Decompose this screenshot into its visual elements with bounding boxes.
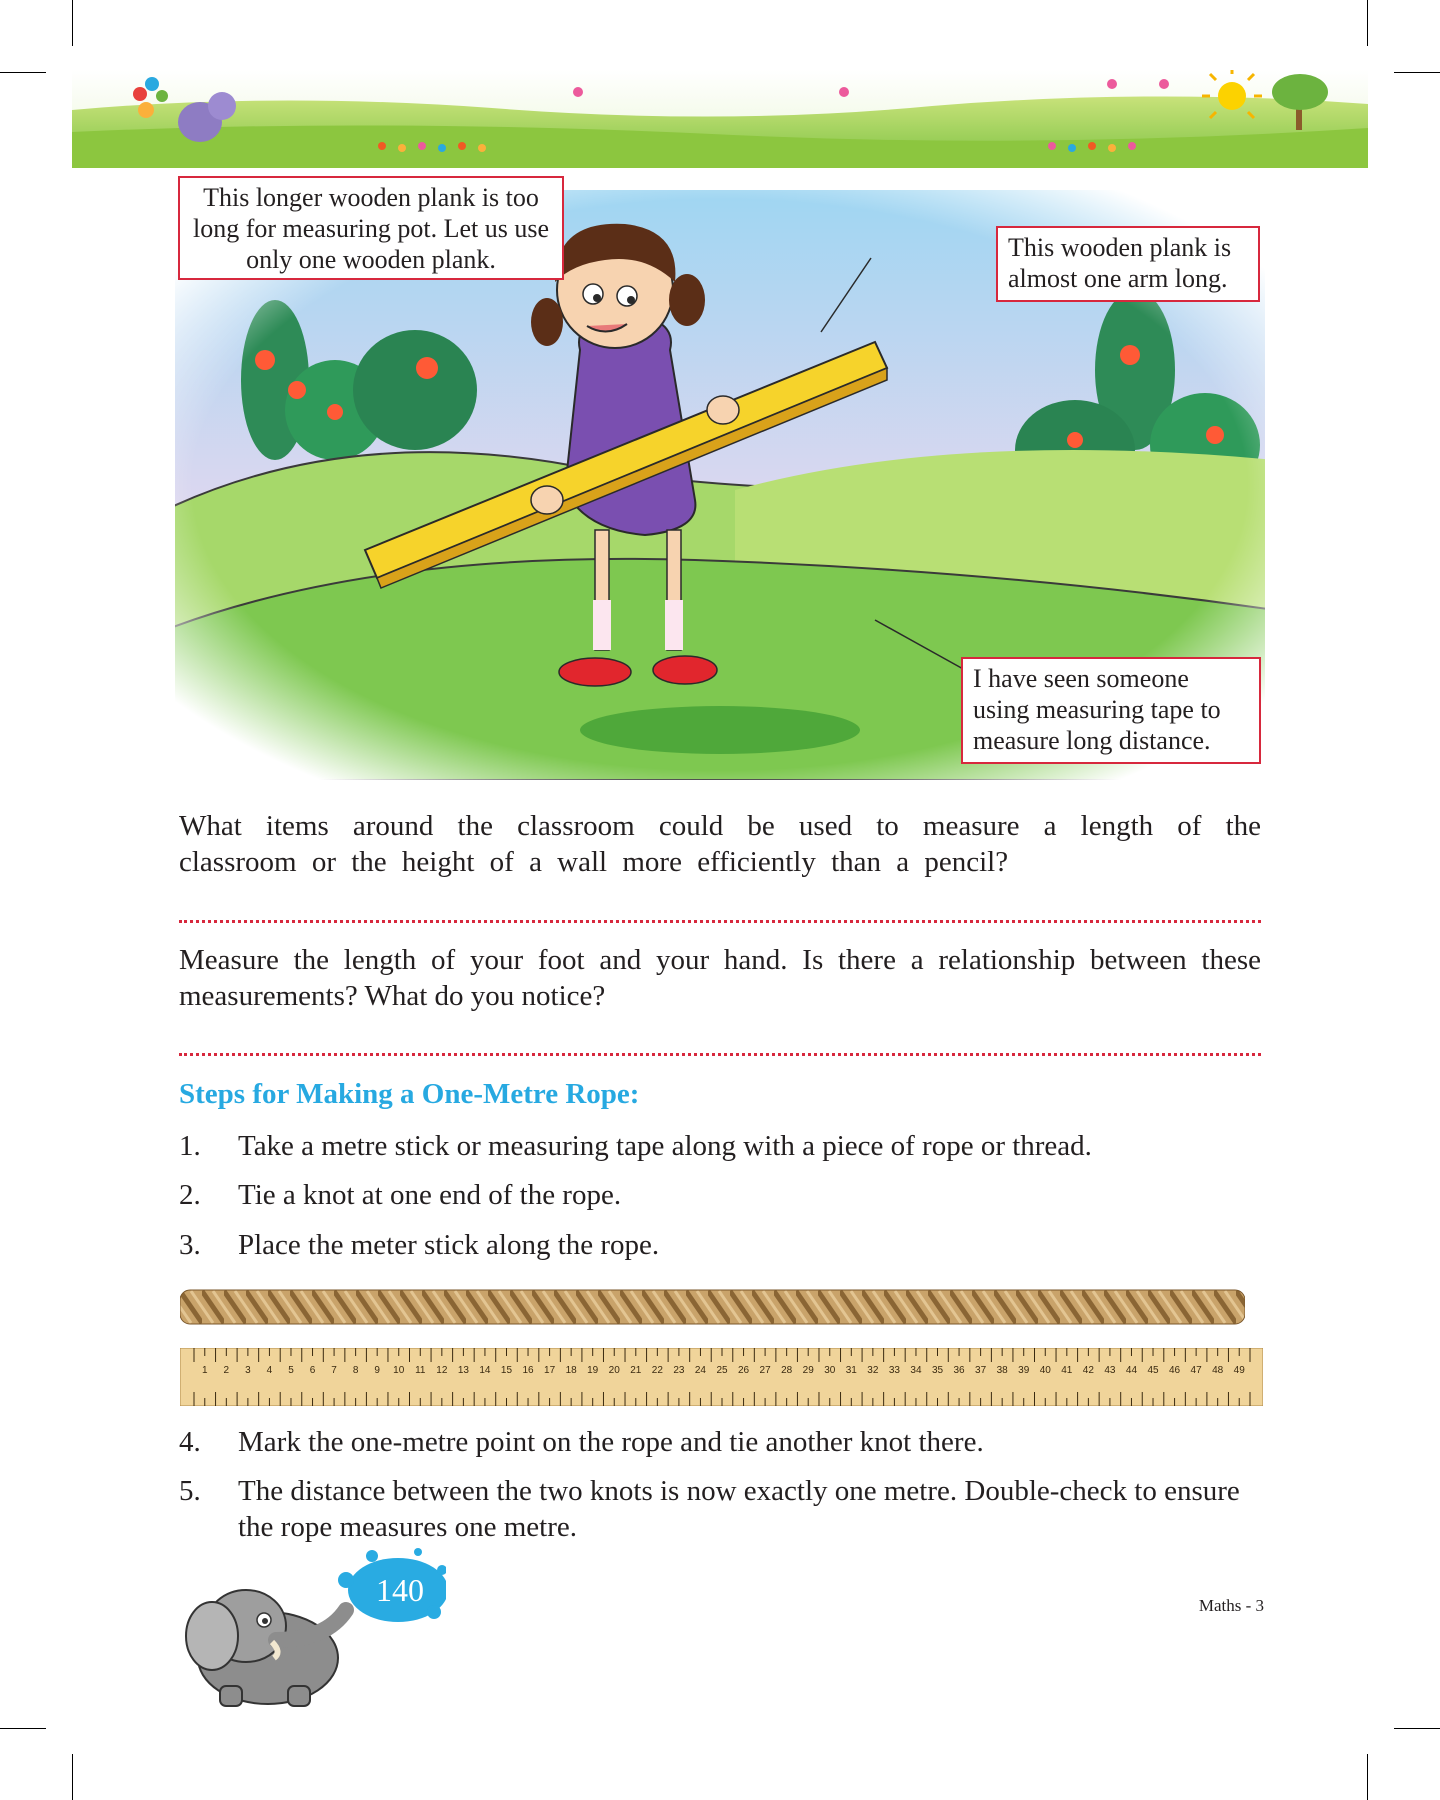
crop-mark xyxy=(0,72,46,73)
ruler-label: 46 xyxy=(1169,1365,1181,1376)
ruler-label: 4 xyxy=(266,1365,273,1376)
ruler-label: 22 xyxy=(651,1365,663,1376)
ruler-label: 48 xyxy=(1212,1365,1224,1376)
steps-heading: Steps for Making a One-Metre Rope: xyxy=(179,1078,640,1110)
step-number: 4. xyxy=(179,1426,201,1458)
crop-mark xyxy=(0,1728,46,1729)
ruler-label: 47 xyxy=(1190,1365,1202,1376)
callout-plank-too-long: This longer wooden plank is too long for measuring pot. Let us use only one wooden plank. xyxy=(178,176,564,280)
ruler-label: 20 xyxy=(608,1365,620,1376)
crop-mark xyxy=(1367,1754,1368,1800)
ruler-label: 42 xyxy=(1082,1365,1094,1376)
ruler-label: 11 xyxy=(415,1365,426,1376)
ruler-label: 34 xyxy=(910,1365,922,1376)
ruler-label: 3 xyxy=(245,1365,251,1376)
step-number: 1. xyxy=(179,1130,201,1162)
ruler-label: 40 xyxy=(1039,1365,1051,1376)
crop-mark xyxy=(72,1754,73,1800)
ruler-label: 1 xyxy=(201,1365,208,1376)
step-text: Place the meter stick along the rope. xyxy=(238,1229,660,1261)
ruler-label: 43 xyxy=(1104,1365,1116,1376)
ruler-label: 18 xyxy=(565,1365,577,1376)
ruler-label: 25 xyxy=(716,1365,728,1376)
step-text: Tie a knot at one end of the rope. xyxy=(238,1179,622,1211)
ruler-label: 39 xyxy=(1018,1365,1030,1376)
ruler-label: 38 xyxy=(996,1365,1008,1376)
question-2: Measure the length of your foot and your hand. Is there a relationship between these measurements? What do you notice? xyxy=(179,944,1261,1012)
crop-mark xyxy=(72,0,73,46)
step-text: The distance between the two knots is now exactly one metre. Double-check to ensure the rope measures one metre. xyxy=(238,1475,1240,1543)
ruler-label: 36 xyxy=(953,1365,965,1376)
ruler-label: 49 xyxy=(1233,1365,1245,1376)
crop-mark xyxy=(1394,72,1440,73)
ruler-label: 2 xyxy=(223,1365,230,1376)
step-text: Take a metre stick or measuring tape along with a piece of rope or thread. xyxy=(238,1130,1092,1162)
ruler-label: 7 xyxy=(331,1365,337,1376)
ruler-label: 16 xyxy=(522,1365,534,1376)
header-banner xyxy=(72,70,1368,168)
rope-image xyxy=(180,1287,1245,1327)
callout-arm-long: This wooden plank is almost one arm long. xyxy=(996,226,1260,302)
ruler-label: 13 xyxy=(457,1365,469,1376)
ruler-label: 8 xyxy=(352,1365,359,1376)
metre-stick-image xyxy=(180,1348,1263,1406)
page-number: 140 xyxy=(376,1572,424,1608)
crop-mark xyxy=(1394,1728,1440,1729)
ruler-label: 12 xyxy=(436,1365,448,1376)
ruler-label: 35 xyxy=(931,1365,944,1376)
ruler-label: 23 xyxy=(673,1365,685,1376)
ruler-label: 15 xyxy=(500,1365,513,1376)
elephant-icon xyxy=(186,1590,346,1706)
ruler-label: 45 xyxy=(1147,1365,1159,1376)
footer-label: Maths - 3 xyxy=(1198,1596,1264,1615)
ruler-label: 26 xyxy=(737,1365,750,1376)
step-number: 2. xyxy=(179,1179,201,1211)
ruler-label: 17 xyxy=(544,1365,556,1376)
ruler-label: 14 xyxy=(479,1365,491,1376)
callout-measuring-tape: I have seen someone using measuring tape to measure long distance. xyxy=(961,657,1261,764)
ruler-label: 32 xyxy=(867,1365,879,1376)
ruler-label: 21 xyxy=(630,1365,642,1376)
crop-mark xyxy=(1367,0,1368,46)
ruler-label: 41 xyxy=(1061,1365,1073,1376)
ruler-label: 29 xyxy=(802,1365,814,1376)
step-number: 3. xyxy=(179,1229,201,1261)
ruler-label: 24 xyxy=(694,1365,707,1376)
ruler-label: 10 xyxy=(393,1365,405,1376)
ruler-label: 19 xyxy=(587,1365,599,1376)
elephant-mascot xyxy=(176,1540,446,1712)
ruler-label: 31 xyxy=(845,1365,857,1376)
ruler-label: 6 xyxy=(309,1365,316,1376)
step-text: Mark the one-metre point on the rope and tie another knot there. xyxy=(238,1426,984,1458)
ruler-label: 5 xyxy=(288,1365,294,1376)
ruler-label: 28 xyxy=(781,1365,793,1376)
ruler-label: 33 xyxy=(888,1365,900,1376)
ruler-label: 30 xyxy=(824,1365,836,1376)
ruler-label: 9 xyxy=(374,1365,380,1376)
answer-line-1 xyxy=(179,920,1261,923)
ruler-label: 27 xyxy=(759,1365,771,1376)
ruler-label: 44 xyxy=(1125,1365,1138,1376)
ruler-label: 37 xyxy=(975,1365,987,1376)
question-1: What items around the classroom could be used to measure a length of the classroom or the height of a wall more efficiently than a pencil? xyxy=(179,810,1261,878)
step-number: 5. xyxy=(179,1475,201,1507)
answer-line-2 xyxy=(179,1053,1261,1056)
